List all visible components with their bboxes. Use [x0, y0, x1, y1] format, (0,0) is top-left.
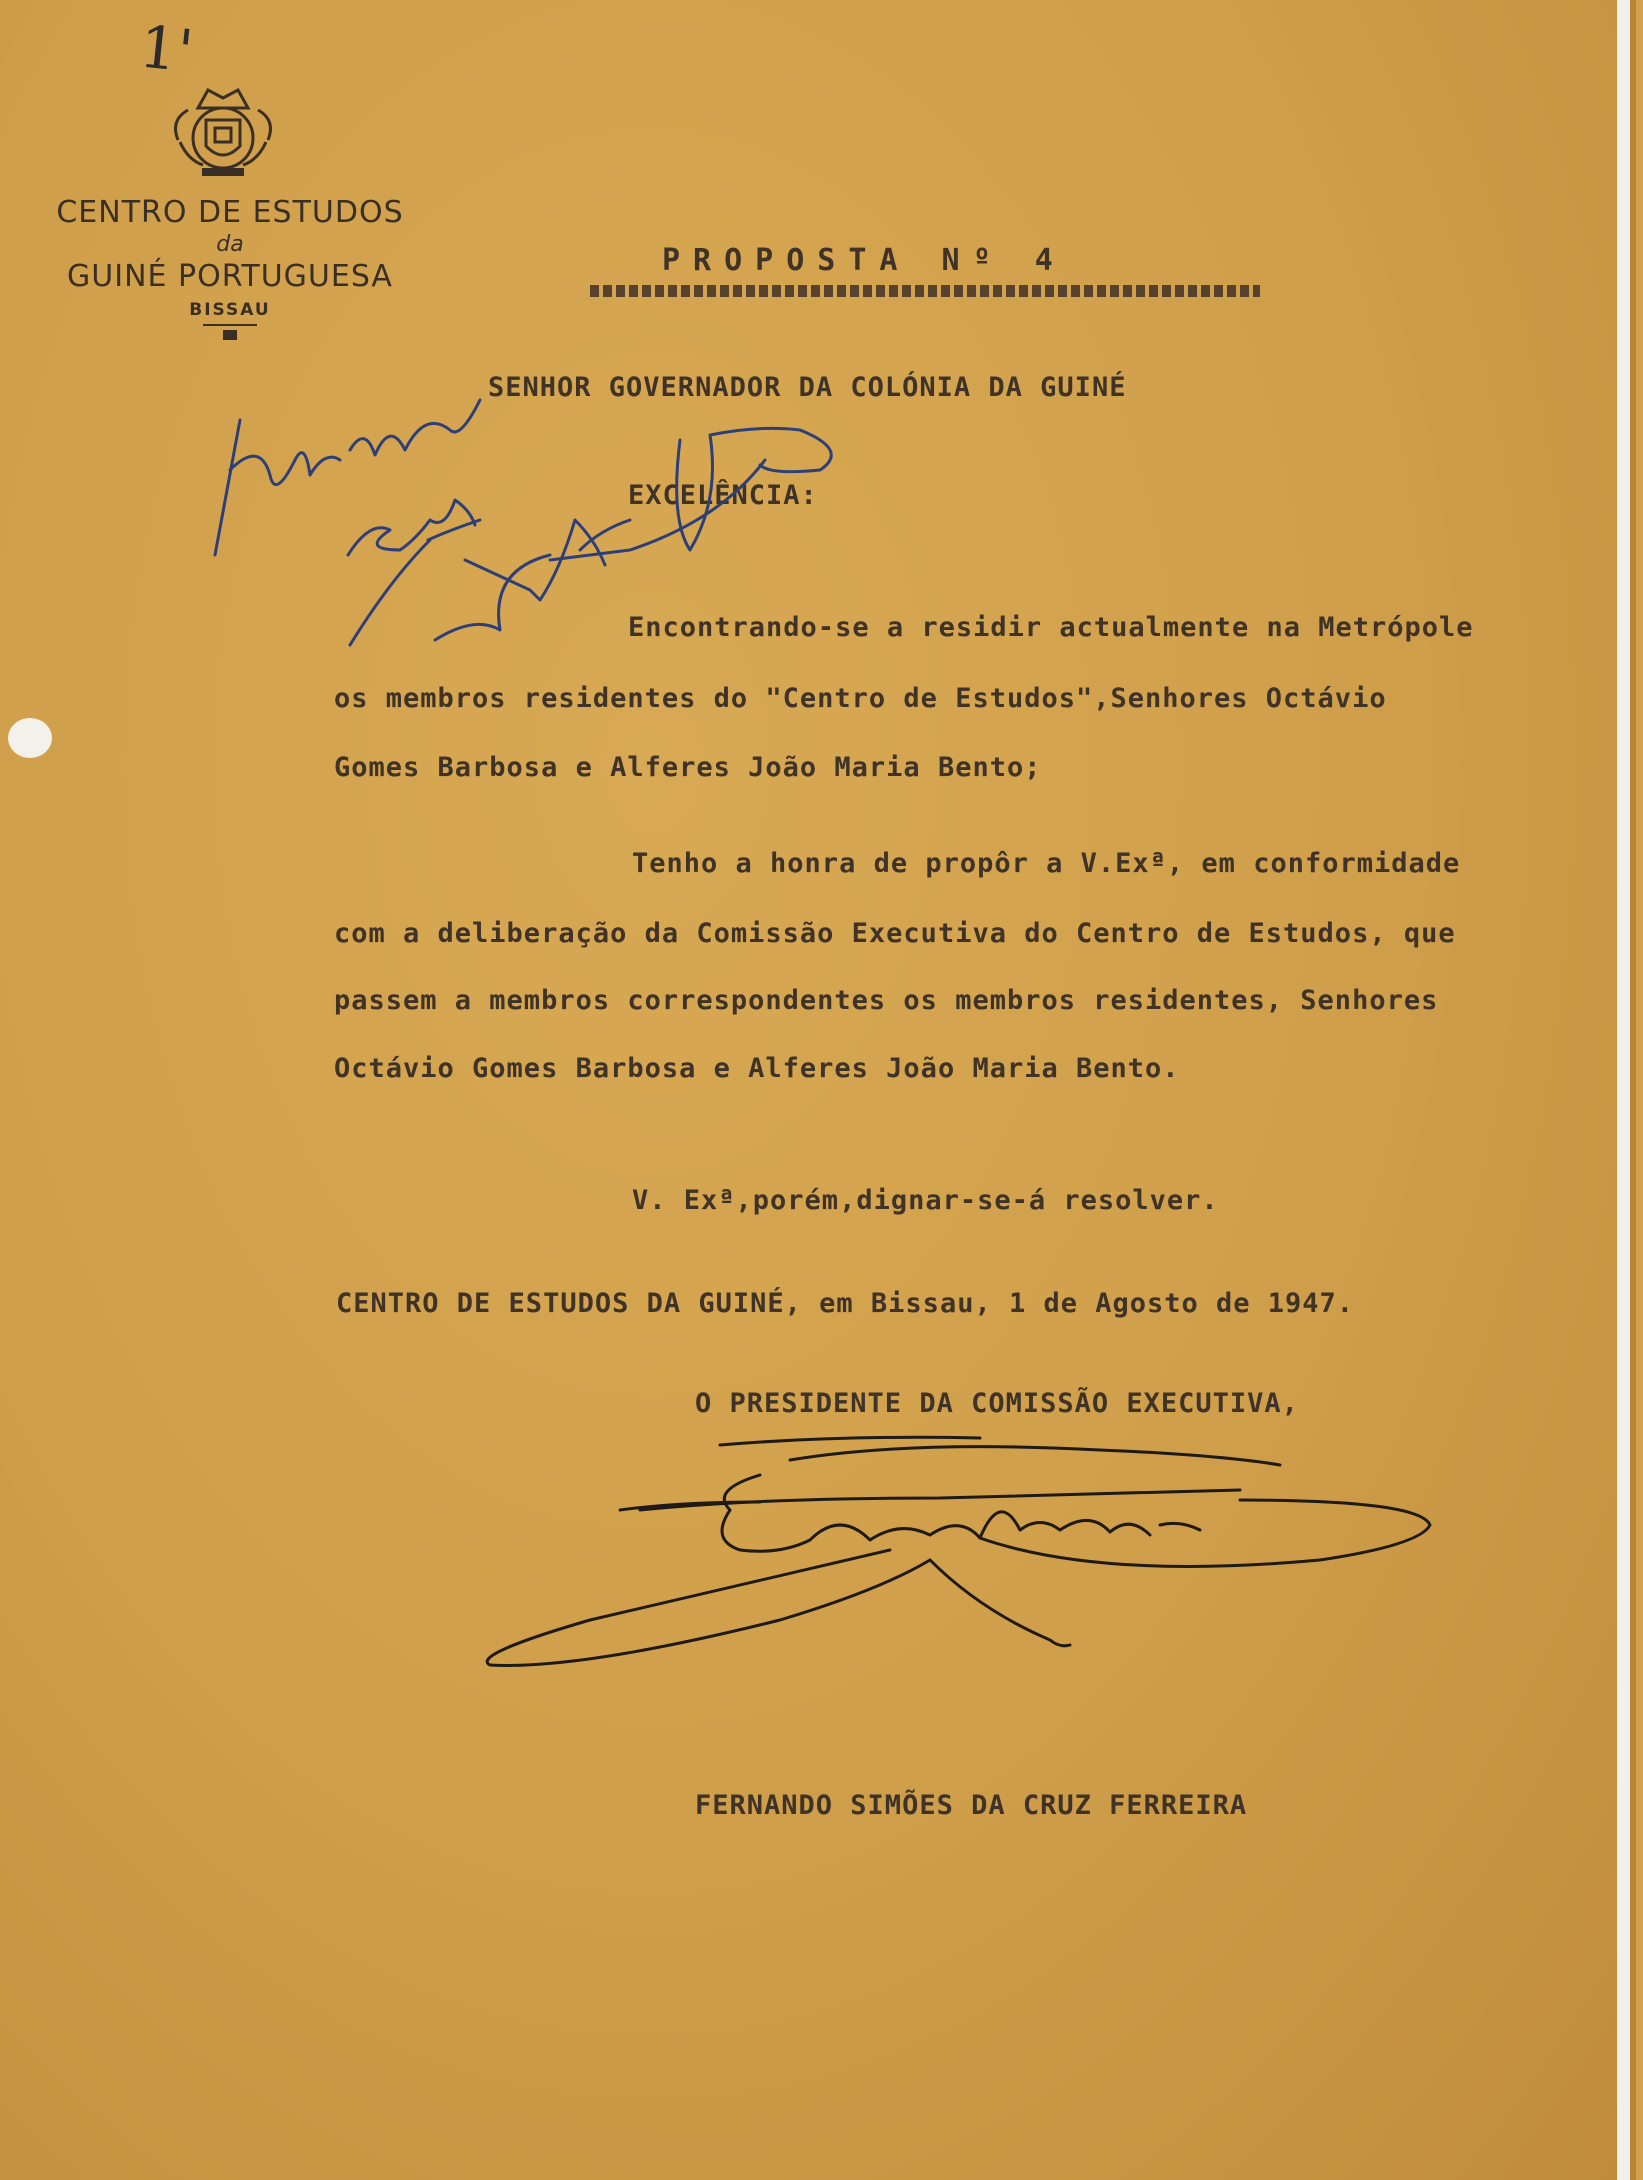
letterhead-org-line1: CENTRO DE ESTUDOS: [56, 195, 404, 230]
addressee: SENHOR GOVERNADOR DA COLÓNIA DA GUINÉ: [488, 372, 1127, 403]
place-date: CENTRO DE ESTUDOS DA GUINÉ, em Bissau, 1 de Agosto de 1947.: [336, 1288, 1355, 1319]
letterhead-org-line3: GUINÉ PORTUGUESA: [67, 259, 393, 294]
letterhead-city: BISSAU: [189, 300, 271, 320]
letterhead-org-line2: da: [216, 232, 244, 257]
body-line: V. Exª,porém,dignar-se-á resolver.: [632, 1185, 1219, 1216]
corner-mark: 1': [136, 12, 197, 86]
closing-title: O PRESIDENTE DA COMISSÃO EXECUTIVA,: [695, 1388, 1299, 1419]
letterhead: [30, 195, 430, 340]
punch-hole: [8, 718, 52, 758]
title-underline: [590, 285, 1260, 297]
body-line: com a deliberação da Comissão Executiva do Centro de Estudos, que: [334, 918, 1456, 949]
letterhead-rule: [203, 324, 257, 326]
signature: [460, 1420, 1440, 1680]
body-line: Tenho a honra de propôr a V.Exª, em conformidade: [632, 848, 1461, 879]
letterhead-seal-icon: [223, 330, 237, 340]
body-line: Encontrando-se a residir actualmente na Metrópole: [628, 612, 1474, 643]
document-title: PROPOSTA Nº 4: [662, 243, 1066, 278]
handwritten-approval-note: [200, 380, 880, 680]
body-line: Gomes Barbosa e Alferes João Maria Bento;: [334, 752, 1042, 783]
body-line: Octávio Gomes Barbosa e Alferes João Maria Bento.: [334, 1053, 1180, 1084]
scan-edge: [1617, 0, 1630, 2180]
signatory-name: FERNANDO SIMÕES DA CRUZ FERREIRA: [695, 1790, 1248, 1821]
body-line: passem a membros correspondentes os membros residentes, Senhores: [334, 985, 1439, 1016]
coat-of-arms-icon: [168, 80, 278, 185]
body-line: os membros residentes do "Centro de Estudos",Senhores Octávio: [334, 683, 1387, 714]
salutation: EXCELÊNCIA:: [628, 480, 818, 511]
